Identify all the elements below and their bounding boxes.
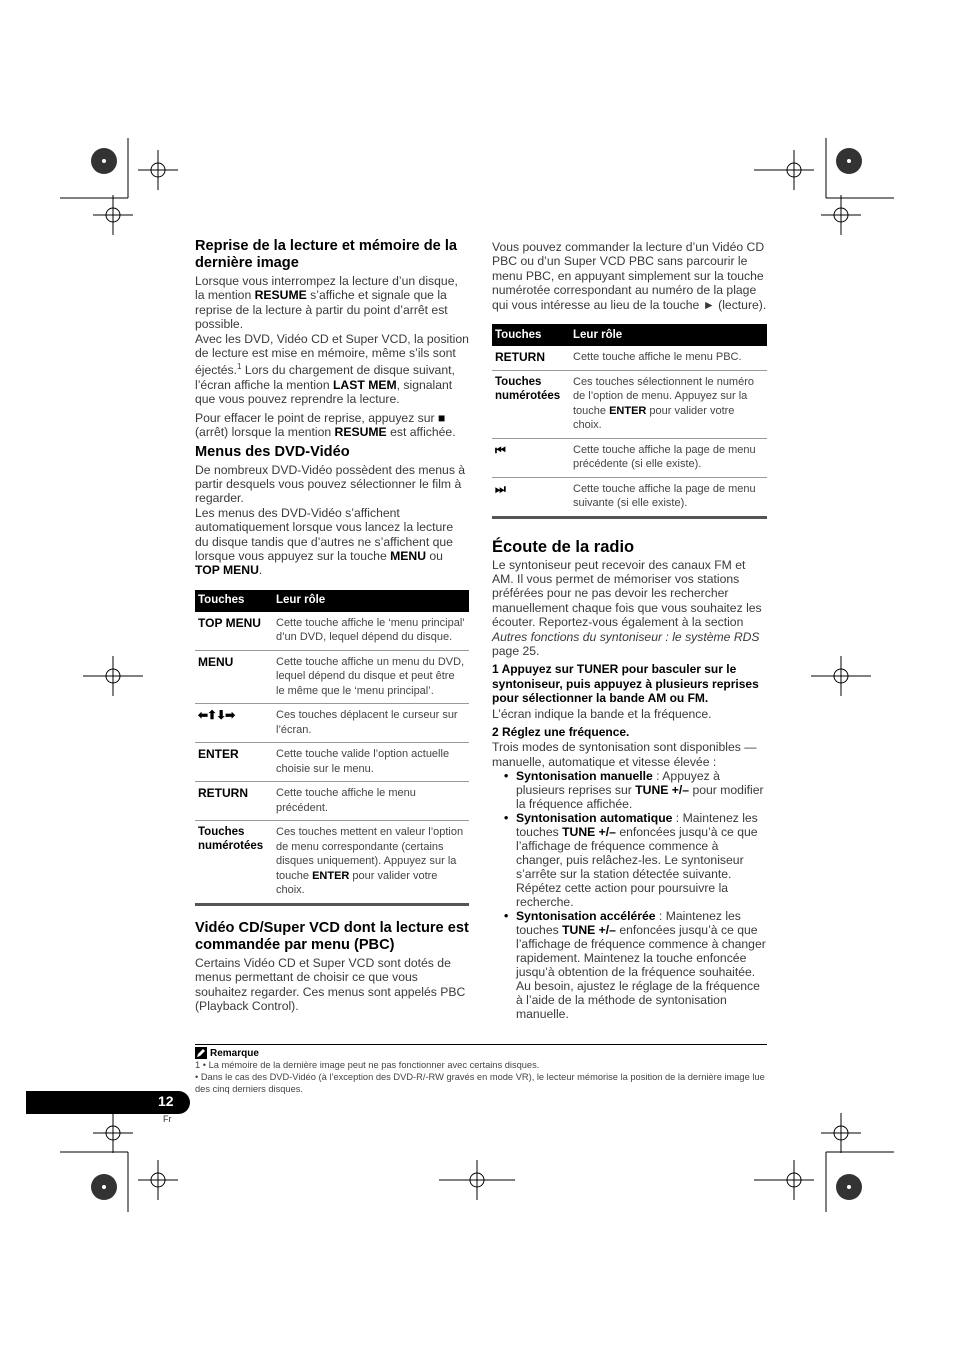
tuning-modes-list: [492, 769, 767, 1021]
right-column: [492, 236, 767, 1021]
paragraph-pbc-2: Vous pouvez commander la lecture d’un Vidéo CD PBC ou d’un Super VCD PBC sans parcourir le menu PBC, en appuyant simplement sur la touche numérotée correspondant au numéro de la plage qui vous intéresse au lieu de la touche ► (lecture).: [492, 240, 767, 312]
table-value: Cette touche affiche le menu PBC.: [570, 346, 767, 370]
table-key: TOP MENU: [195, 612, 273, 651]
pbc-table: [492, 324, 767, 519]
heading-menus: Menus des DVD-Vidéo: [195, 443, 350, 460]
table-value: Cette touche affiche le menu précédent.: [273, 782, 469, 821]
table-key: MENU: [195, 650, 273, 704]
table-key: Touches numérotées: [195, 821, 273, 905]
table-row: [195, 743, 469, 782]
note-title: Remarque: [210, 1047, 259, 1059]
heading-resume: Reprise de la lecture et mémoire de la dernière image: [195, 238, 457, 271]
table-value: Cette touche valide l’option actuelle choisie sur le menu.: [273, 743, 469, 782]
table-row: [195, 612, 469, 651]
table-header-keys: Touches: [492, 324, 570, 346]
step-2: 2 Réglez une fréquence.: [492, 725, 630, 739]
table-key: RETURN: [195, 782, 273, 821]
table-value: Cette touche affiche la page de menu suivante (si elle existe).: [570, 477, 767, 517]
table-row: [195, 821, 469, 905]
table-value: Ces touches sélectionnent le numéro de l’option de menu. Appuyez sur la touche ENTER pour valider votre choix.: [570, 370, 767, 438]
paragraph-resume-1: Lorsque vous interrompez la lecture d’un disque, la mention RESUME s’affiche et signale que la reprise de la lecture à partir du point d’arrêt est possible.: [195, 274, 458, 332]
table-value: Cette touche affiche un menu du DVD, lequel dépend du disque et peut être le même que le ‘menu principal’.: [273, 650, 469, 704]
list-item: • Syntonisation manuelle : Appuyez à plusieurs reprises sur TUNE +/– pour modifier la fréquence affichée.: [516, 769, 767, 811]
table-row: [195, 704, 469, 743]
table-value: Ces touches mettent en valeur l’option de menu correspondante (certains disques uniquement). Appuyez sur la touche ENTER pour valider votre choix.: [273, 821, 469, 905]
dvd-menu-table: [195, 590, 469, 906]
table-key: RETURN: [492, 346, 570, 370]
left-column: [195, 236, 469, 1013]
page-number: 12: [158, 1093, 174, 1109]
table-row: [195, 782, 469, 821]
table-key: Touches numérotées: [492, 370, 570, 438]
paragraph-resume-2: Avec les DVD, Vidéo CD et Super VCD, la position de lecture est mise en mémoire, même s’ils sont éjectés.$^1$ Lors du chargement de disque suivant, l’écran affiche la mention LAST MEM, signalant que vous pouvez reprendre la lecture.: [195, 331, 469, 407]
paragraph-radio: Le syntoniseur peut recevoir des canaux FM et AM. Il vous permet de mémoriser vos stations préférées pour ne pas devoir les rechercher manuellement chaque fois que vous souhaitez les écouter. Reportez-vous également à la section Autres fonctions du syntoniseur : le système RDS page 25.: [492, 557, 762, 658]
note-pencil-icon: [195, 1047, 207, 1059]
table-header-keys: Touches: [195, 590, 273, 612]
table-header-role: Leur rôle: [273, 590, 469, 612]
paragraph-menus-1: De nombreux DVD-Vidéo possèdent des menus à partir desquels vous pouvez sélectionner le film à regarder.: [195, 462, 466, 506]
table-row: [492, 438, 767, 477]
table-header-role: Leur rôle: [570, 324, 767, 346]
footnote: [195, 1044, 767, 1095]
table-key: ENTER: [195, 743, 273, 782]
paragraph-step-1: L’écran indique la bande et la fréquence.: [492, 706, 712, 721]
language-code: Fr: [163, 1114, 172, 1124]
table-row: [492, 370, 767, 438]
list-item: • Syntonisation accélérée : Maintenez les touches TUNE +/– enfoncées jusqu’à ce que l’affichage de fréquence commence à changer rapidement. Maintenez la touche enfoncée jusqu’à obtention de la fréquence souhaitée. Au besoin, ajustez le réglage de la fréquence à l’aide de la méthode de syntonisation manuelle.: [516, 909, 767, 1021]
previous-icon: ⏮: [492, 438, 570, 477]
table-value: Cette touche affiche le ‘menu principal’ d’un DVD, lequel dépend du disque.: [273, 612, 469, 651]
note-line-1: 1 • La mémoire de la dernière image peut ne pas fonctionner avec certains disques.: [195, 1060, 540, 1070]
note-header: [195, 1047, 767, 1059]
heading-pbc: Vidéo CD/Super VCD dont la lecture est commandée par menu (PBC): [195, 919, 469, 953]
paragraph-pbc: Certains Vidéo CD et Super VCD sont dotés de menus permettant de choisir ce que vous souhaitez regarder. Ces menus sont appelés PBC (Playback Control).: [195, 955, 466, 1013]
heading-radio: Écoute de la radio: [492, 537, 635, 556]
table-value: Ces touches déplacent le curseur sur l’écran.: [273, 704, 469, 743]
paragraph-resume-3: Pour effacer le point de reprise, appuyez sur ■ (arrêt) lorsque la mention RESUME est affichée.: [195, 410, 456, 440]
paragraph-menus-2: Les menus des DVD-Vidéo s’affichent automatiquement lorsque vous lancez la lecture du disque tandis que d’autres ne s’affichent que lorsque vous appuyez sur la touche MENU ou TOP MENU.: [195, 505, 454, 578]
table-row: [195, 650, 469, 704]
arrow-keys-icon: ⬅⬆⬇➡: [195, 704, 273, 743]
table-value: Cette touche affiche la page de menu précédente (si elle existe).: [570, 438, 767, 477]
note-line-2: • Dans le cas des DVD-Vidéo (à l’exception des DVD-R/-RW gravés en mode VR), le lecteur mémorise la position de la dernière image lue des cinq derniers disques.: [195, 1072, 765, 1094]
table-row: [492, 477, 767, 517]
table-row: [492, 346, 767, 370]
step-1: 1 Appuyez sur TUNER pour basculer sur le syntoniseur, puis appuyez à plusieurs reprises pour sélectionner la bande AM ou FM.: [492, 662, 759, 706]
paragraph-step-2: Trois modes de syntonisation sont disponibles — manuelle, automatique et vitesse élevée :: [492, 740, 757, 769]
list-item: • Syntonisation automatique : Maintenez les touches TUNE +/– enfoncées jusqu’à ce que l’affichage de fréquence commence à changer, puis relâchez-les. Le syntoniseur s’arrête sur la station détectée suivante. Répétez cette action pour poursuivre la recherche.: [516, 811, 767, 909]
next-icon: ⏭: [492, 477, 570, 517]
